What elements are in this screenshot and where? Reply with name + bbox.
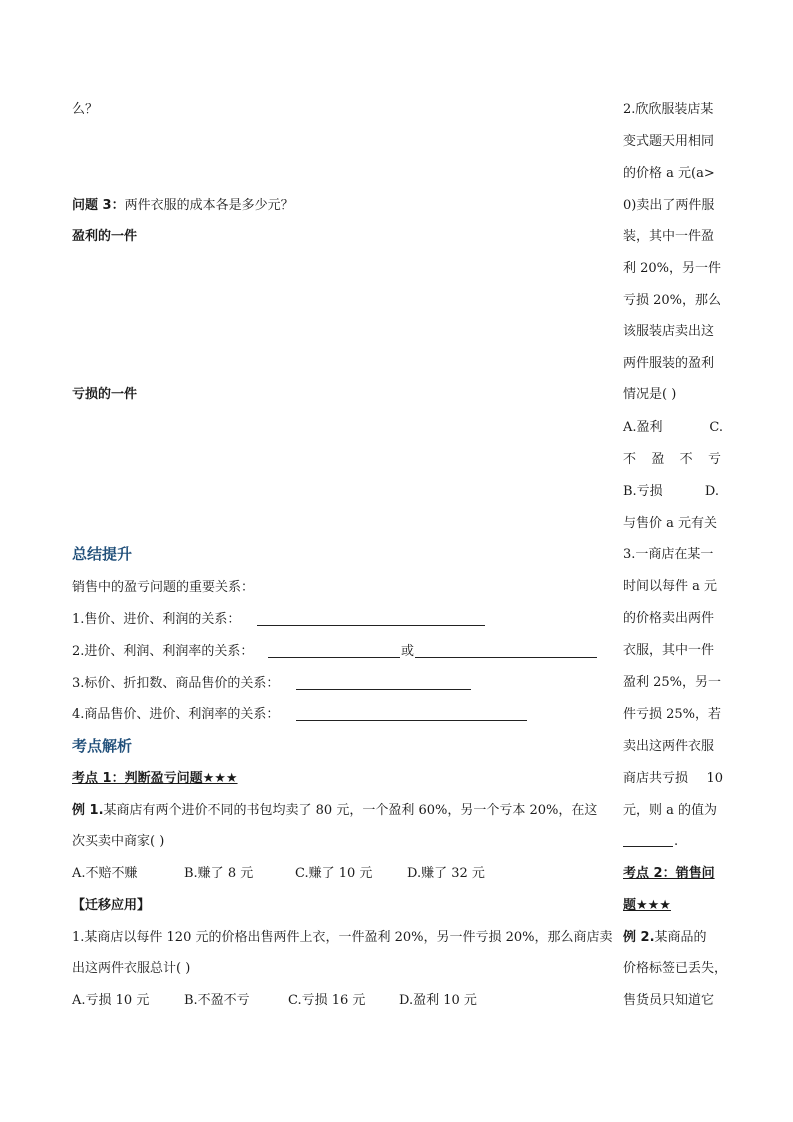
question-3-text: 两件衣服的成本各是多少元？ (124, 198, 294, 213)
right-q3-line-8: 商店共亏损 10 (623, 771, 723, 786)
right-line-7: 亏损 20%，那么 (623, 293, 722, 308)
right-line-9: 两件服装的盈利 (623, 356, 715, 371)
right-line-8: 该服装店卖出这 (623, 324, 715, 339)
relations-intro: 销售中的盈亏问题的重要关系： (72, 580, 255, 595)
example-2-line-2: 价格标签已丢失， (623, 961, 728, 976)
right-line-1: 2.欣欣服装店某 (623, 102, 714, 117)
transfer-1-line-2: 出这两件衣服总计( ) (72, 961, 191, 976)
relation-1: 1.售价、进价、利润的关系： (72, 612, 241, 627)
right-q3-line-7: 卖出这两件衣服 (623, 739, 715, 754)
transfer-heading: 【迁移应用】 (72, 898, 151, 913)
key-point-2-line-1: 考点 2：销售问 (623, 866, 715, 881)
example-1-text: 某商店有两个进价不同的书包均卖了 80 元，一个盈利 60%，另一个亏本 20%，在这 (103, 803, 598, 818)
example-2-label: 例 2. (623, 930, 655, 945)
right-q3-line-3: 的价格卖出两件 (623, 611, 715, 626)
key-point-1: 考点 1：判断盈亏问题★★★ (72, 771, 238, 786)
example-2-line-3: 售货员只知道它 (623, 993, 715, 1008)
relation-2-blank-a (268, 657, 400, 658)
right-option-b: B.亏损 (623, 484, 663, 499)
example-1-line-2: 次买卖中商家( ) (72, 834, 165, 849)
summary-heading: 总结提升 (72, 545, 133, 563)
right-line-2: 变式题天用相同 (623, 134, 715, 149)
relation-2: 2.进价、利润、利润率的关系： (72, 644, 254, 659)
profit-item-label: 盈利的一件 (72, 229, 138, 244)
right-option-d-text: 与售价 a 元有关 (623, 516, 718, 531)
right-option-d: D. (704, 484, 719, 499)
right-option-a: A.盈利 (623, 420, 663, 435)
right-option-c: C. (709, 420, 723, 435)
loss-item-label: 亏损的一件 (72, 387, 138, 402)
right-q3-line-9: 元，则 a 的值为 (623, 803, 718, 818)
right-line-3: 的价格 a 元(a> (623, 166, 715, 181)
example-1-option-d: D.赚了 32 元 (407, 866, 485, 881)
right-option-c-text: 不 盈 不 亏 (623, 452, 721, 467)
right-line-6: 利 20%，另一件 (623, 261, 722, 276)
transfer-1-option-b: B.不盈不亏 (184, 993, 250, 1008)
transfer-1-option-d: D.盈利 10 元 (399, 993, 477, 1008)
right-q3-line-1: 3.一商店在某一 (623, 547, 714, 562)
example-1-option-b: B.赚了 8 元 (184, 866, 254, 881)
key-point-2-line-2: 题★★★ (623, 898, 671, 913)
example-1-label: 例 1. (72, 803, 104, 818)
right-q3-blank (623, 846, 673, 847)
relation-3: 3.标价、折扣数、商品售价的关系： (72, 676, 280, 691)
question-3 (72, 198, 294, 214)
relation-3-blank (296, 689, 471, 690)
example-2-text: 某商品的 (654, 930, 707, 945)
example-1-option-a: A.不赔不赚 (72, 866, 138, 881)
example-1-line-1 (72, 803, 597, 819)
relation-1-blank (257, 625, 485, 626)
right-line-10: 情况是( ) (623, 387, 677, 402)
right-line-5: 装，其中一件盈 (623, 229, 715, 244)
right-q3-line-2: 时间以每件 a 元 (623, 579, 718, 594)
right-option-row-2 (623, 484, 719, 500)
relation-2-blank-b (415, 657, 597, 658)
transfer-1-line-1: 1.某商店以每件 120 元的价格出售两件上衣，一件盈利 20%，另一件亏损 20%，那么商店卖 (72, 930, 613, 945)
relation-4: 4.商品售价、进价、利润率的关系： (72, 707, 280, 722)
right-q3-line-4: 衣服，其中一件 (623, 643, 715, 658)
question-3-label: 问题 3： (72, 198, 125, 213)
right-line-4: 0)卖出了两件服 (623, 198, 715, 213)
transfer-1-option-c: C.亏损 16 元 (288, 993, 366, 1008)
relation-2-or: 或 (401, 644, 415, 659)
right-option-row-1 (623, 420, 723, 436)
analysis-heading: 考点解析 (72, 737, 133, 755)
transfer-1-option-a: A.亏损 10 元 (72, 993, 150, 1008)
relation-4-blank (296, 720, 527, 721)
example-2-line-1 (623, 930, 707, 946)
example-1-option-c: C.赚了 10 元 (295, 866, 373, 881)
continued-text: 么？ (72, 102, 99, 117)
right-q3-period: . (674, 834, 679, 849)
right-q3-line-6: 件亏损 25%，若 (623, 707, 722, 722)
right-q3-line-5: 盈利 25%，另一 (623, 675, 722, 690)
